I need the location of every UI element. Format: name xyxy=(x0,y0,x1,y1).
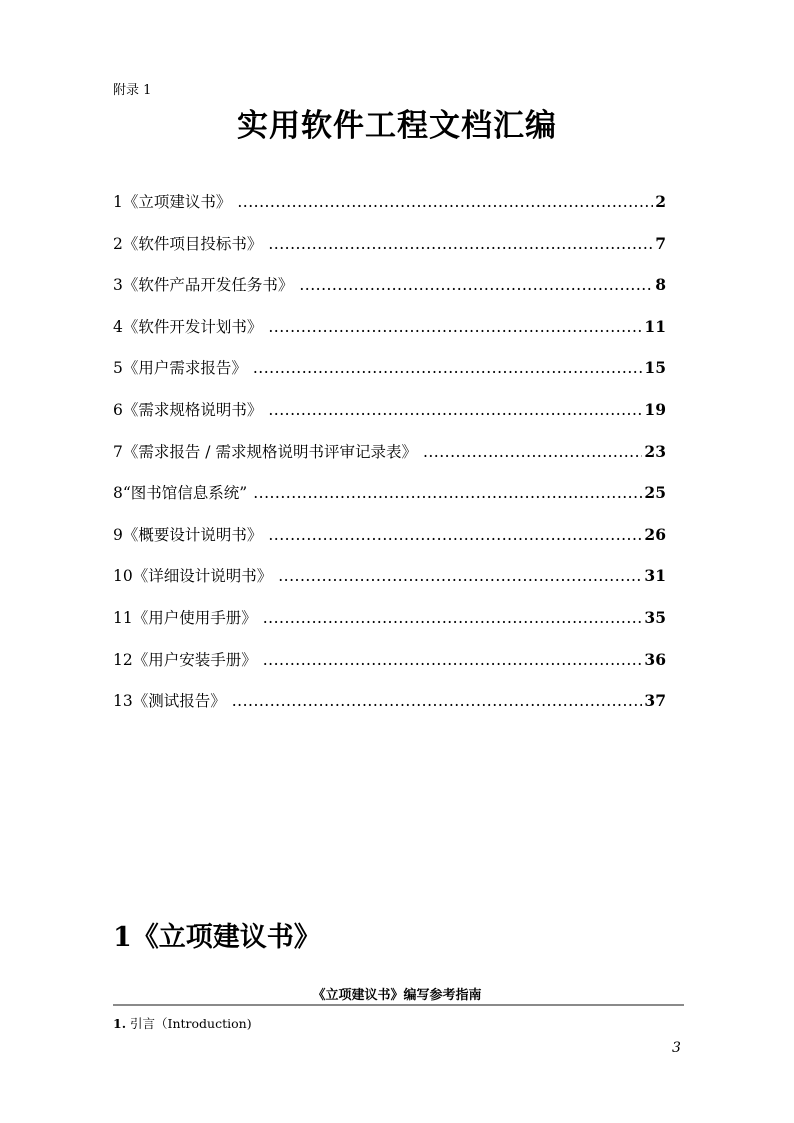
toc-entry[interactable] xyxy=(113,689,666,731)
toc-entry[interactable] xyxy=(113,523,666,565)
toc-entry-page: 37 xyxy=(644,691,666,711)
toc-entry-title: 7《需求报告 / 需求规格说明书评审记录表》 xyxy=(113,442,417,461)
toc-entry[interactable] xyxy=(113,648,666,690)
toc-entry-page: 19 xyxy=(644,399,666,419)
toc-dot-leader xyxy=(268,401,642,419)
toc-entry-page: 31 xyxy=(644,566,666,586)
horizontal-rule xyxy=(113,1004,684,1006)
toc-entry-page: 2 xyxy=(655,192,666,211)
toc-entry[interactable] xyxy=(113,564,666,606)
page-number: 3 xyxy=(672,1040,681,1056)
toc-entry-page: 26 xyxy=(644,524,666,544)
toc-entry-page: 36 xyxy=(644,649,666,669)
toc-dot-leader xyxy=(423,443,642,461)
toc-entry[interactable] xyxy=(113,440,666,482)
toc-dot-leader xyxy=(268,318,642,336)
intro-number: 1. xyxy=(113,1016,127,1031)
toc-dot-leader xyxy=(232,692,643,710)
toc-dot-leader xyxy=(263,609,643,627)
toc-entry[interactable] xyxy=(113,356,666,398)
toc-entry-page: 8 xyxy=(655,275,666,295)
toc-dot-leader xyxy=(253,359,643,377)
toc-dot-leader xyxy=(268,235,653,253)
intro-heading xyxy=(113,1014,252,1032)
table-of-contents xyxy=(113,190,666,731)
toc-entry-title: 10《详细设计说明书》 xyxy=(113,567,273,586)
toc-entry[interactable] xyxy=(113,273,666,315)
toc-entry-title: 1《立项建议书》 xyxy=(113,193,232,211)
toc-entry[interactable] xyxy=(113,315,666,357)
toc-dot-leader xyxy=(253,484,642,502)
guide-title: 《立项建议书》编写参考指南 xyxy=(312,988,482,1003)
toc-entry-page: 15 xyxy=(644,358,666,378)
toc-entry-title: 12《用户安装手册》 xyxy=(113,650,257,669)
toc-dot-leader xyxy=(299,276,653,294)
toc-entry[interactable] xyxy=(113,190,666,232)
toc-entry-title: 11《用户使用手册》 xyxy=(113,608,257,627)
toc-entry[interactable] xyxy=(113,606,666,648)
toc-entry[interactable] xyxy=(113,481,666,523)
toc-entry-page: 7 xyxy=(655,233,666,253)
intro-text: 引言（Introduction) xyxy=(130,1016,252,1031)
toc-entry-title: 4《软件开发计划书》 xyxy=(113,317,263,336)
toc-entry-page: 25 xyxy=(644,483,666,503)
toc-entry-page: 35 xyxy=(644,607,666,627)
toc-entry-page: 23 xyxy=(644,441,666,461)
toc-entry[interactable] xyxy=(113,232,666,274)
toc-dot-leader xyxy=(268,526,642,544)
appendix-label: 附录 1 xyxy=(113,83,152,98)
toc-entry-title: 2《软件项目投标书》 xyxy=(113,234,263,253)
section-heading: 1《立项建议书》 xyxy=(113,922,321,953)
toc-dot-leader xyxy=(263,651,643,669)
toc-entry-title: 5《用户需求报告》 xyxy=(113,359,247,378)
toc-entry-title: 9《概要设计说明书》 xyxy=(113,525,263,544)
toc-entry-title: 8“图书馆信息系统” xyxy=(113,484,248,503)
toc-dot-leader xyxy=(237,193,653,211)
toc-entry-page: 11 xyxy=(644,316,666,336)
toc-entry-title: 6《需求规格说明书》 xyxy=(113,400,263,419)
toc-dot-leader xyxy=(278,567,642,585)
document-title: 实用软件工程文档汇编 xyxy=(237,108,557,144)
toc-entry-title: 3《软件产品开发任务书》 xyxy=(113,276,294,295)
toc-entry-title: 13《测试报告》 xyxy=(113,692,226,711)
toc-entry[interactable] xyxy=(113,398,666,440)
